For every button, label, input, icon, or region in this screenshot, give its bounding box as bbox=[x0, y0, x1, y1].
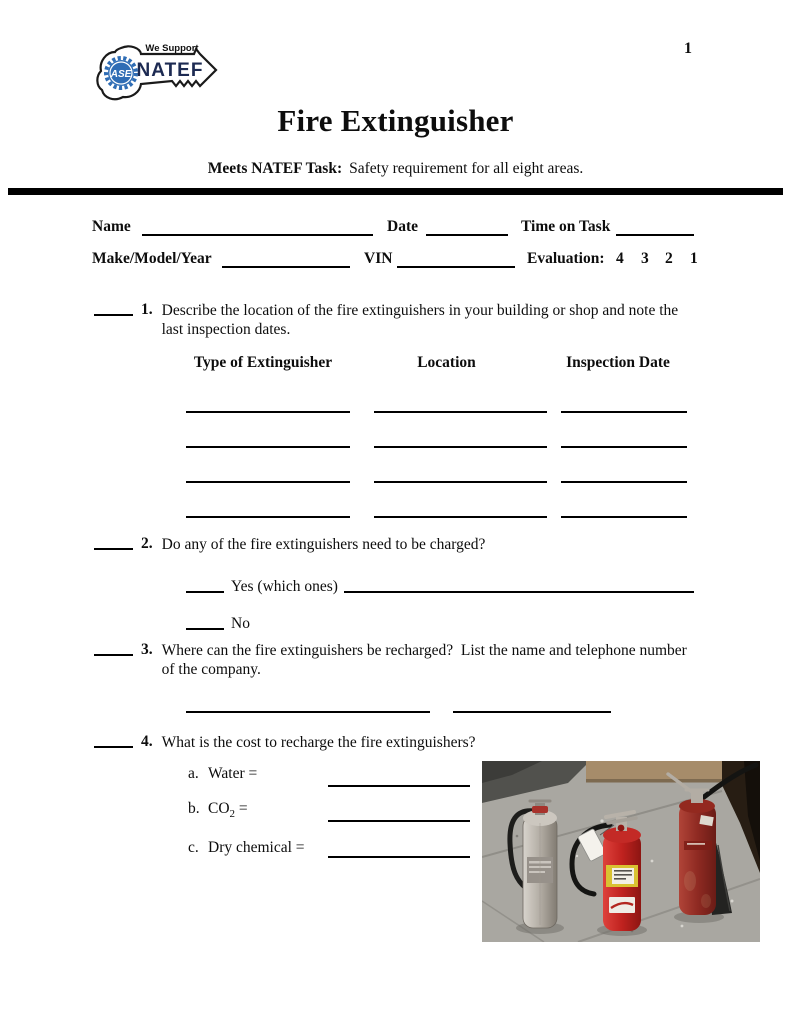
question-3-number: 3. bbox=[141, 641, 153, 658]
q4-letter-b: b. bbox=[188, 800, 200, 817]
no-label: No bbox=[231, 615, 250, 632]
q3-answer-line-2 bbox=[453, 711, 611, 713]
question-1-line-2: last inspection dates. bbox=[161, 321, 291, 338]
photo-fire-extinguishers bbox=[482, 761, 760, 942]
table-header-type: Type of Extinguisher bbox=[193, 354, 333, 371]
q3-answer-line-1 bbox=[186, 711, 430, 713]
time-on-task-blank-line bbox=[616, 234, 694, 236]
evaluation-value-4: 4 bbox=[616, 250, 624, 267]
question-2 bbox=[94, 535, 690, 554]
q4-answer-line-water bbox=[328, 785, 470, 787]
q4-answer-line-co2 bbox=[328, 820, 470, 822]
yes-label: Yes (which ones) bbox=[231, 578, 338, 595]
page-number: 1 bbox=[684, 40, 692, 57]
table-blank-cell bbox=[374, 481, 547, 483]
name-blank-line bbox=[142, 234, 373, 236]
q4-letter-a: a. bbox=[188, 765, 199, 782]
question-2-text bbox=[162, 535, 690, 554]
table-blank-cell bbox=[186, 481, 350, 483]
question-3-text bbox=[162, 641, 690, 679]
question-2-line-1: Do any of the fire extinguishers need to be charged? bbox=[161, 536, 486, 553]
task-label: Meets NATEF Task: bbox=[207, 160, 343, 177]
q2-option-yes bbox=[186, 578, 694, 596]
vin-label: VIN bbox=[364, 250, 393, 267]
table-blank-cell bbox=[186, 516, 350, 518]
yes-answer-line bbox=[344, 578, 694, 593]
question-4-score-blank bbox=[94, 733, 133, 748]
question-1 bbox=[94, 301, 690, 339]
task-text: Safety requirement for all eight areas. bbox=[349, 160, 584, 177]
question-3-line-1: Where can the fire extinguishers be recharged? List the name and telephone number bbox=[161, 642, 687, 659]
time-on-task-label: Time on Task bbox=[521, 218, 611, 235]
q4-answer-line-dry-chemical bbox=[328, 856, 470, 858]
table-header-location: Location bbox=[417, 354, 476, 371]
q4-letter-c: c. bbox=[188, 839, 199, 856]
date-blank-line bbox=[426, 234, 508, 236]
question-4-line-1: What is the cost to recharge the fire extinguishers? bbox=[161, 734, 476, 751]
table-header-inspection-date: Inspection Date bbox=[566, 354, 670, 371]
evaluation-value-1: 1 bbox=[690, 250, 698, 267]
question-3-score-blank bbox=[94, 641, 133, 656]
question-2-number: 2. bbox=[141, 535, 153, 552]
no-check-blank bbox=[186, 615, 224, 630]
we-support-text: We Support bbox=[145, 43, 199, 54]
table-blank-cell bbox=[374, 516, 547, 518]
q4-item-dry-chemical bbox=[188, 839, 305, 859]
question-2-score-blank bbox=[94, 535, 133, 550]
q4-label-co2: $CO_2$ = bbox=[208, 800, 248, 821]
vin-blank-line bbox=[397, 266, 515, 268]
question-1-score-blank bbox=[94, 301, 133, 316]
question-4-number: 4. bbox=[141, 733, 153, 750]
q4-item-water bbox=[188, 765, 257, 785]
table-blank-cell bbox=[186, 411, 350, 413]
evaluation-value-3: 3 bbox=[641, 250, 649, 267]
yes-check-blank bbox=[186, 578, 224, 593]
make-model-year-blank-line bbox=[222, 266, 350, 268]
question-3 bbox=[94, 641, 690, 679]
table-blank-cell bbox=[374, 446, 547, 448]
table-blank-cell bbox=[561, 446, 687, 448]
table-blank-cell bbox=[561, 516, 687, 518]
table-blank-cell bbox=[186, 446, 350, 448]
table-blank-cell bbox=[561, 411, 687, 413]
question-4 bbox=[94, 733, 690, 752]
table-blank-cell bbox=[561, 481, 687, 483]
q2-option-no bbox=[186, 615, 250, 633]
question-1-line-1: Describe the location of the fire extinguishers in your building or shop and note the bbox=[161, 302, 679, 319]
make-model-year-label: Make/Model/Year bbox=[92, 250, 212, 267]
q4-label-water: Water = bbox=[208, 765, 258, 782]
divider-rule bbox=[8, 188, 783, 195]
natef-ase-logo bbox=[96, 40, 222, 106]
date-label: Date bbox=[387, 218, 418, 235]
page-title: Fire Extinguisher bbox=[277, 103, 514, 138]
question-1-text bbox=[162, 301, 690, 339]
q4-label-dry-chemical: Dry chemical = bbox=[208, 839, 305, 856]
ase-text: ASE bbox=[110, 69, 132, 80]
question-4-text bbox=[162, 733, 690, 752]
name-label: Name bbox=[92, 218, 131, 235]
evaluation-value-2: 2 bbox=[665, 250, 673, 267]
natef-task-line bbox=[0, 160, 791, 178]
question-3-line-2: of the company. bbox=[161, 661, 261, 678]
natef-text: NATEF bbox=[136, 60, 204, 81]
evaluation-label: Evaluation: bbox=[527, 250, 605, 267]
question-1-number: 1. bbox=[141, 301, 153, 318]
table-blank-cell bbox=[374, 411, 547, 413]
q4-item-co2 bbox=[188, 800, 248, 820]
